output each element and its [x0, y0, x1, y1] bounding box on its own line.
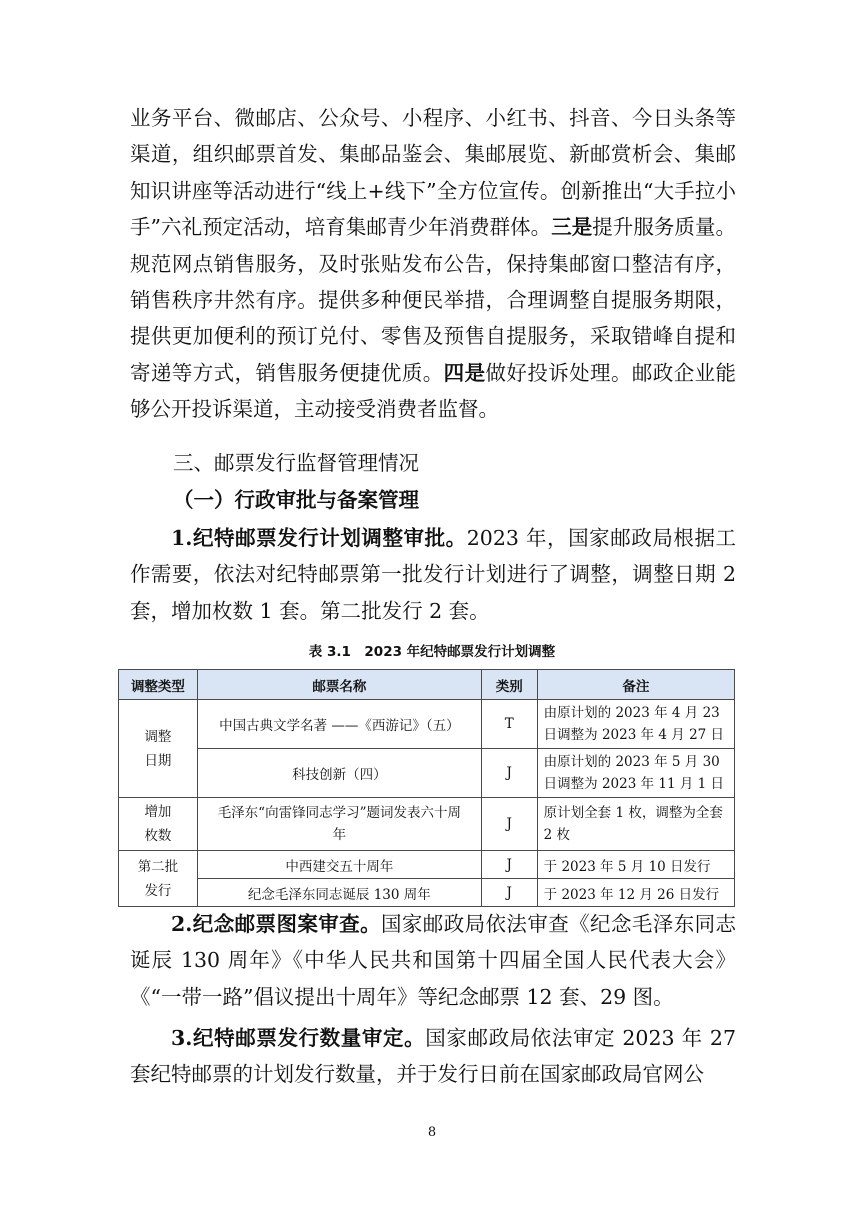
note-cell: 于 2023 年 5 月 10 日发行	[537, 851, 734, 879]
note-cell: 原计划全套 1 枚，调整为全套 2 枚	[537, 798, 734, 851]
table-row	[119, 798, 735, 851]
note-cell: 于 2023 年 12 月 26 日发行	[537, 879, 734, 907]
service-quality-text: 提升服务质量。规范网点销售服务，及时张贴发布公告，保持集邮窗口整洁有序，销售秩序井然有序。提供多种便民举措，合理调整自提服务期限，提供更加便利的预订兑付、零售及预售自提服务，采取错峰自提和寄递等方式，销售服务便捷优质。	[130, 215, 737, 385]
point-four-label: 四是	[443, 360, 486, 385]
paragraph-item-3	[130, 1020, 736, 1093]
header-type: 调整类型	[119, 670, 198, 700]
paragraph-item-1	[130, 520, 736, 629]
category-cell: J	[481, 749, 537, 798]
category-cell: J	[481, 879, 537, 907]
category-cell: J	[481, 851, 537, 879]
item1-text: 2023 年，国家邮政局根据工作需要，依法对纪特邮票第一批发行计划进行了调整，调整日期 2 套，增加枚数 1 套。第二批发行 2 套。	[130, 526, 737, 623]
item2-title: 2.纪念邮票图案审查。	[171, 912, 381, 936]
category-cell: T	[481, 700, 537, 749]
subsection-heading: （一）行政审批与备案管理	[173, 488, 419, 512]
item3-title: 3.纪特邮票发行数量审定。	[171, 1026, 426, 1050]
header-note: 备注	[537, 670, 734, 700]
table-row	[119, 879, 735, 907]
point-three-label: 三是	[551, 215, 593, 240]
section-heading: 三、邮票发行监督管理情况	[173, 451, 419, 475]
paragraph-item-2	[130, 906, 736, 1015]
stamp-name-cell: 毛泽东“向雷锋同志学习”题词发表六十周年	[197, 798, 481, 851]
type-cell: 第二批发行	[119, 851, 198, 907]
plan-adjustment-table	[118, 669, 735, 907]
type-cell: 调整日期	[119, 700, 198, 798]
header-name: 邮票名称	[197, 670, 481, 700]
note-cell: 由原计划的 2023 年 5 月 30 日调整为 2023 年 11 月 1 日	[537, 749, 734, 798]
item3-text: 国家邮政局依法审定 2023 年 27 套纪特邮票的计划发行数量，并于发行日前在国家邮政局官网公	[130, 1026, 737, 1087]
table-row	[119, 749, 735, 798]
table-header-row	[119, 670, 735, 700]
stamp-name-cell: 纪念毛泽东同志诞辰 130 周年	[197, 879, 481, 907]
header-category: 类别	[481, 670, 537, 700]
category-cell: J	[481, 798, 537, 851]
stamp-name-cell: 科技创新（四）	[197, 749, 481, 798]
stamp-name-cell: 中西建交五十周年	[197, 851, 481, 879]
table-row	[119, 700, 735, 749]
complaint-text: 做好投诉处理。邮政企业能够公开投诉渠道，主动接受消费者监督。	[130, 360, 737, 422]
note-cell: 由原计划的 2023 年 4 月 23 日调整为 2023 年 4 月 27 日	[537, 700, 734, 749]
stamp-name-cell: 中国古典文学名著 ——《西游记》（五）	[197, 700, 481, 749]
item2-text: 国家邮政局依法审查《纪念毛泽东同志诞辰 130 周年》《中华人民共和国第十四届全国人民代表大会》《“一带一路”倡议提出十周年》等纪念邮票 12 套、29 图。	[130, 912, 737, 1009]
type-cell: 增加枚数	[119, 798, 198, 851]
item1-title: 1.纪特邮票发行计划调整审批。	[171, 526, 467, 550]
table-caption: 表 3.1 2023 年纪特邮票发行计划调整	[308, 644, 556, 660]
page-number: 8	[427, 1125, 437, 1140]
table-row	[119, 851, 735, 879]
paragraph-promotion	[130, 100, 736, 428]
promotion-text: 业务平台、微邮店、公众号、小程序、小红书、抖音、今日头条等渠道，组织邮票首发、集邮品鉴会、集邮展览、新邮赏析会、集邮知识讲座等活动进行“线上+线下”全方位宣传。创新推出“大手拉小手”六礼预定活动，培育集邮青少年消费群体。	[130, 106, 736, 240]
